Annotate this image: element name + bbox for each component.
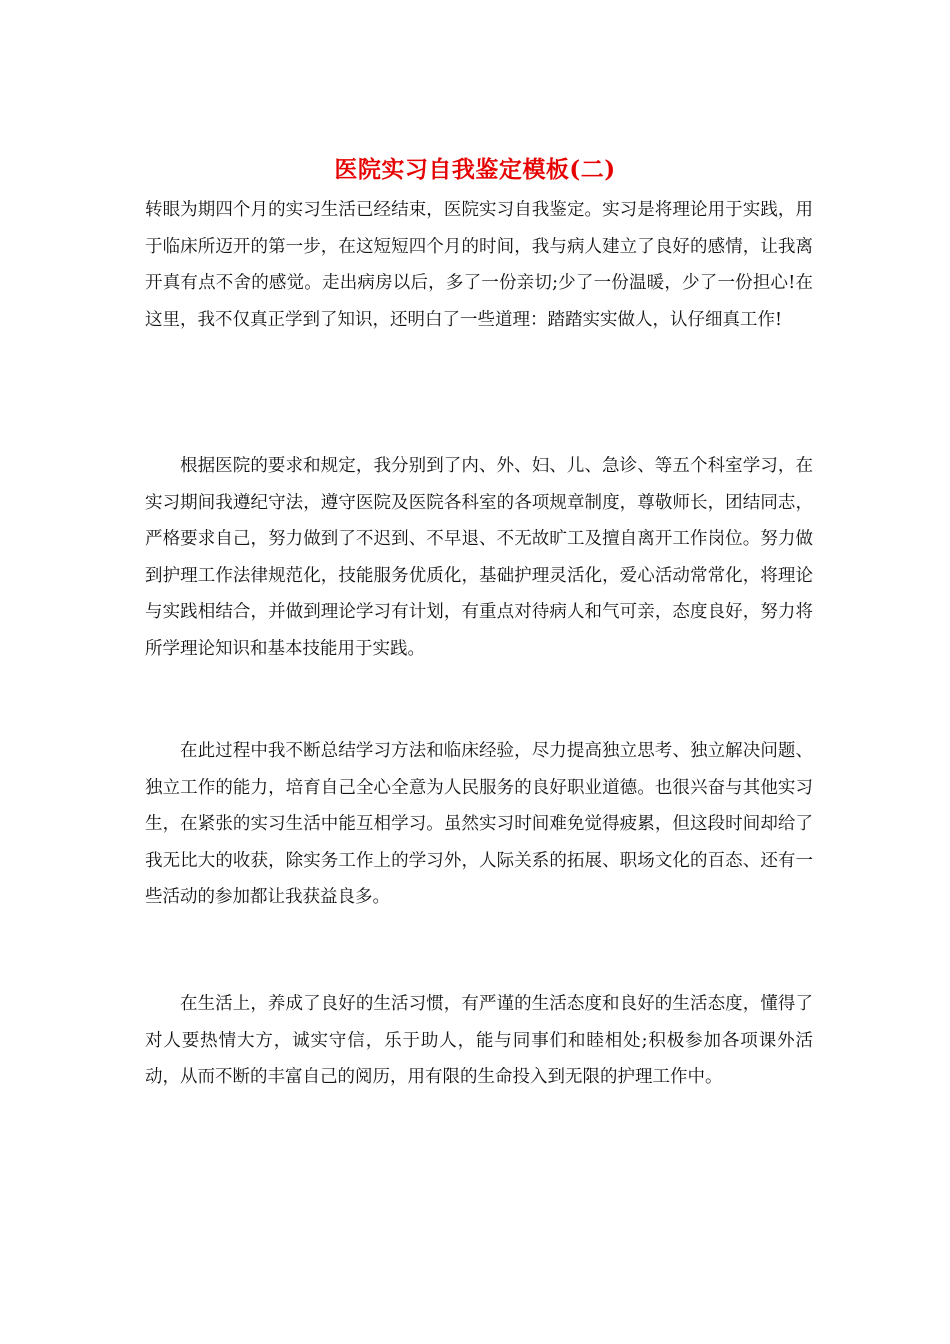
document-title: 医院实习自我鉴定模板(二) xyxy=(334,156,616,183)
paragraph-4: 在生活上，养成了良好的生活习惯，有严谨的生活态度和良好的生活态度，懂得了对人要热情大方，诚实守信，乐于助人，能与同事们和睦相处;积极参加各项课外活动，从而不断的丰富自己的阅历，用有限的生命投入到无限的护理工作中。 xyxy=(145,994,813,1087)
paragraph-1: 转眼为期四个月的实习生活已经结束，医院实习自我鉴定。实习是将理论用于实践，用于临床所迈开的第一步，在这短短四个月的时间，我与病人建立了良好的感情，让我离开真有点不舍的感觉。走出病房以后，多了一份亲切;少了一份温暖，少了一份担心!在这里，我不仅真正学到了知识，还明白了一些道理：踏踏实实做人，认仔细真工作! xyxy=(145,200,813,330)
paragraph-2: 根据医院的要求和规定，我分别到了内、外、妇、儿、急诊、等五个科室学习，在实习期间我遵纪守法，遵守医院及医院各科室的各项规章制度，尊敬师长，团结同志，严格要求自己，努力做到了不迟到、不早退、不无故旷工及擅自离开工作岗位。努力做到护理工作法律规范化，技能服务优质化，基础护理灵活化，爱心活动常常化，将理论与实践相结合，并做到理论学习有计划，有重点对待病人和气可亲，态度良好，努力将所学理论知识和基本技能用于实践。 xyxy=(145,456,813,659)
paragraph-3: 在此过程中我不断总结学习方法和临床经验，尽力提高独立思考、独立解决问题、独立工作的能力，培育自己全心全意为人民服务的良好职业道德。也很兴奋与其他实习生，在紧张的实习生活中能互相学习。虽然实习时间难免觉得疲累，但这段时间却给了我无比大的收获，除实务工作上的学习外，人际关系的拓展、职场文化的百态、还有一些活动的参加都让我获益良多。 xyxy=(145,741,813,907)
